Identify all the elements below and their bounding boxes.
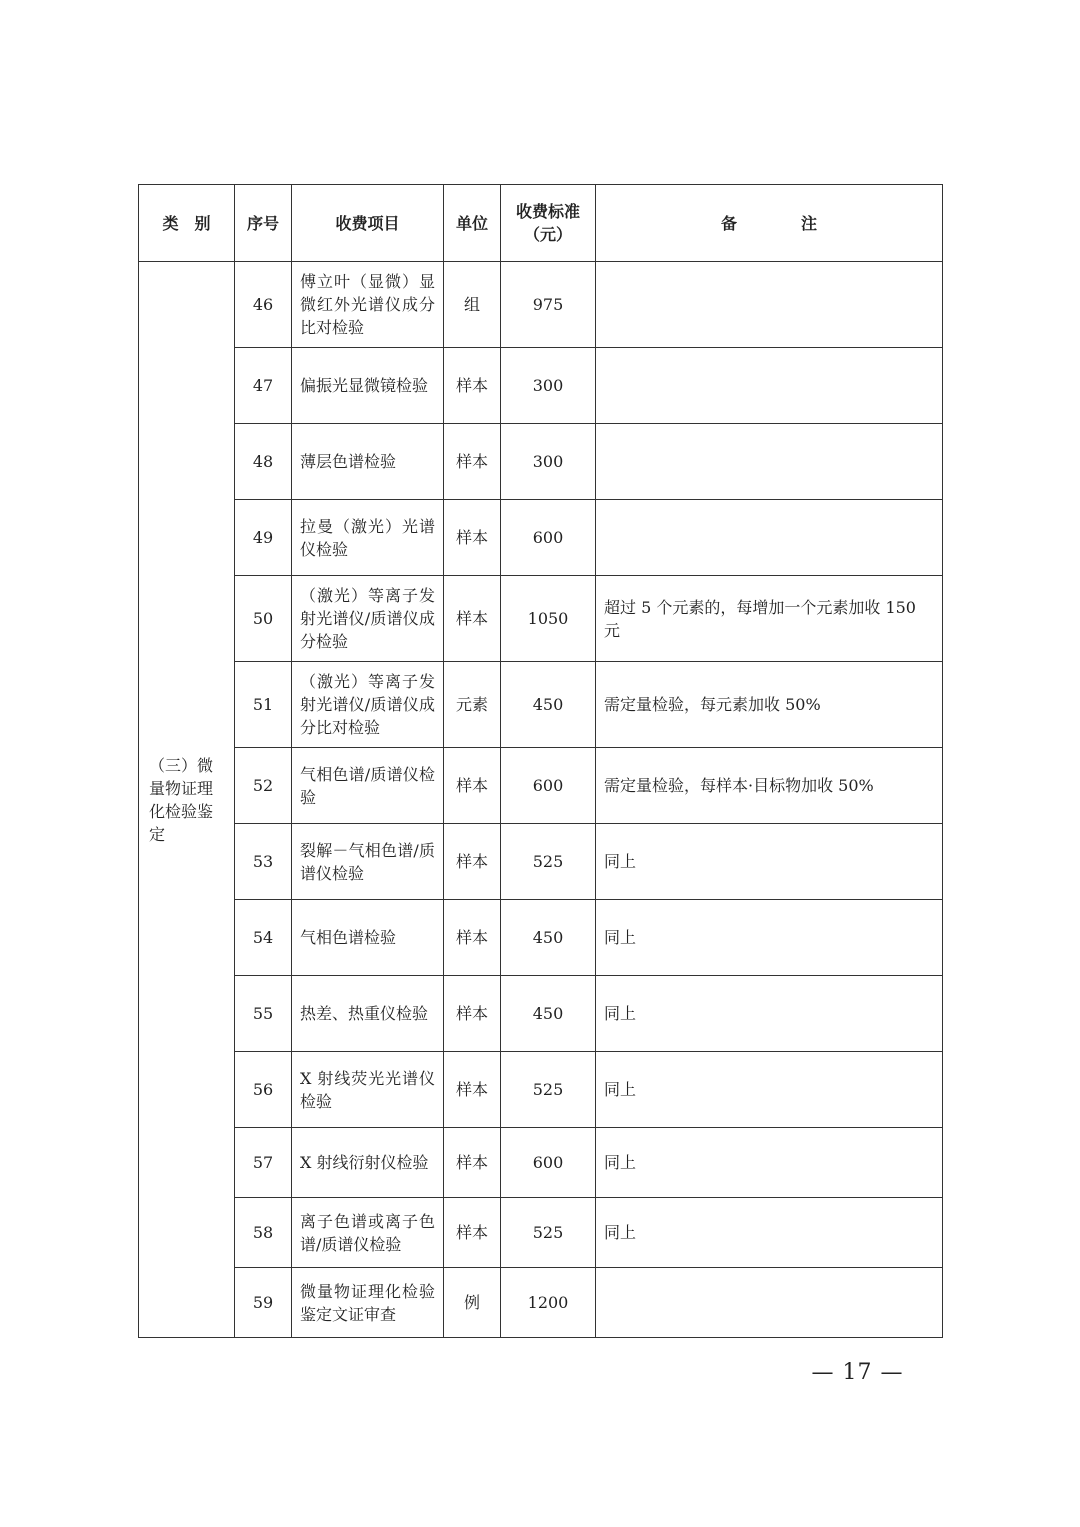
- seq-cell: 51: [235, 662, 292, 748]
- fee-table: [138, 184, 943, 1338]
- seq-cell: 47: [235, 348, 292, 424]
- seq-cell: 50: [235, 576, 292, 662]
- seq-cell: 54: [235, 900, 292, 976]
- unit-cell: 样本: [444, 1052, 501, 1128]
- seq-cell: 55: [235, 976, 292, 1052]
- unit-cell: 元素: [444, 662, 501, 748]
- unit-cell: 样本: [444, 1198, 501, 1268]
- note-cell: [596, 1268, 943, 1338]
- table-row: [139, 1128, 943, 1198]
- note-cell: 同上: [596, 824, 943, 900]
- item-cell: 裂解－气相色谱/质谱仪检验: [292, 824, 444, 900]
- unit-cell: 样本: [444, 348, 501, 424]
- seq-cell: 46: [235, 262, 292, 348]
- price-cell: 525: [501, 824, 596, 900]
- header-note: 备 注: [596, 185, 943, 262]
- price-cell: 450: [501, 662, 596, 748]
- table-row: [139, 662, 943, 748]
- price-cell: 1050: [501, 576, 596, 662]
- item-cell: （激光）等离子发射光谱仪/质谱仪成分检验: [292, 576, 444, 662]
- table-row: [139, 976, 943, 1052]
- item-cell: 傅立叶（显微）显微红外光谱仪成分比对检验: [292, 262, 444, 348]
- item-cell: 离子色谱或离子色谱/质谱仪检验: [292, 1198, 444, 1268]
- seq-cell: 59: [235, 1268, 292, 1338]
- unit-cell: 样本: [444, 424, 501, 500]
- seq-cell: 53: [235, 824, 292, 900]
- item-cell: 偏振光显微镜检验: [292, 348, 444, 424]
- price-cell: 600: [501, 500, 596, 576]
- note-cell: 同上: [596, 900, 943, 976]
- item-cell: 气相色谱/质谱仪检验: [292, 748, 444, 824]
- note-cell: 同上: [596, 1198, 943, 1268]
- page-number: — 17 —: [811, 1360, 904, 1385]
- table-row: [139, 748, 943, 824]
- unit-cell: 样本: [444, 824, 501, 900]
- header-item: 收费项目: [292, 185, 444, 262]
- item-cell: X 射线衍射仪检验: [292, 1128, 444, 1198]
- table-row: [139, 500, 943, 576]
- header-price: 收费标准（元）: [501, 185, 596, 262]
- item-cell: 微量物证理化检验鉴定文证审查: [292, 1268, 444, 1338]
- seq-cell: 49: [235, 500, 292, 576]
- unit-cell: 组: [444, 262, 501, 348]
- unit-cell: 样本: [444, 576, 501, 662]
- price-cell: 450: [501, 976, 596, 1052]
- price-cell: 975: [501, 262, 596, 348]
- unit-cell: 样本: [444, 1128, 501, 1198]
- note-cell: 同上: [596, 1052, 943, 1128]
- seq-cell: 48: [235, 424, 292, 500]
- price-cell: 600: [501, 748, 596, 824]
- header-category: 类 别: [139, 185, 235, 262]
- note-cell: 需定量检验，每样本·目标物加收 50%: [596, 748, 943, 824]
- header-row: [139, 185, 943, 262]
- item-cell: 热差、热重仪检验: [292, 976, 444, 1052]
- table-row: [139, 824, 943, 900]
- unit-cell: 样本: [444, 500, 501, 576]
- item-cell: （激光）等离子发射光谱仪/质谱仪成分比对检验: [292, 662, 444, 748]
- note-cell: 同上: [596, 976, 943, 1052]
- header-seq: 序号: [235, 185, 292, 262]
- category-cell: （三）微量物证理化检验鉴定: [139, 262, 235, 1338]
- note-cell: 需定量检验，每元素加收 50%: [596, 662, 943, 748]
- table-row: [139, 262, 943, 348]
- unit-cell: 样本: [444, 976, 501, 1052]
- price-cell: 300: [501, 348, 596, 424]
- note-cell: [596, 348, 943, 424]
- item-cell: 拉曼（激光）光谱仪检验: [292, 500, 444, 576]
- price-cell: 525: [501, 1198, 596, 1268]
- unit-cell: 例: [444, 1268, 501, 1338]
- note-cell: [596, 424, 943, 500]
- table-row: [139, 1268, 943, 1338]
- table-row: [139, 576, 943, 662]
- price-cell: 600: [501, 1128, 596, 1198]
- price-cell: 450: [501, 900, 596, 976]
- seq-cell: 57: [235, 1128, 292, 1198]
- item-cell: X 射线荧光光谱仪检验: [292, 1052, 444, 1128]
- item-cell: 薄层色谱检验: [292, 424, 444, 500]
- note-cell: [596, 500, 943, 576]
- table-row: [139, 424, 943, 500]
- note-cell: [596, 262, 943, 348]
- price-cell: 525: [501, 1052, 596, 1128]
- table-row: [139, 1198, 943, 1268]
- seq-cell: 58: [235, 1198, 292, 1268]
- note-cell: 同上: [596, 1128, 943, 1198]
- price-cell: 300: [501, 424, 596, 500]
- table-row: [139, 900, 943, 976]
- table-row: [139, 348, 943, 424]
- note-cell: 超过 5 个元素的，每增加一个元素加收 150 元: [596, 576, 943, 662]
- header-unit: 单位: [444, 185, 501, 262]
- unit-cell: 样本: [444, 748, 501, 824]
- seq-cell: 56: [235, 1052, 292, 1128]
- table-row: [139, 1052, 943, 1128]
- seq-cell: 52: [235, 748, 292, 824]
- unit-cell: 样本: [444, 900, 501, 976]
- item-cell: 气相色谱检验: [292, 900, 444, 976]
- price-cell: 1200: [501, 1268, 596, 1338]
